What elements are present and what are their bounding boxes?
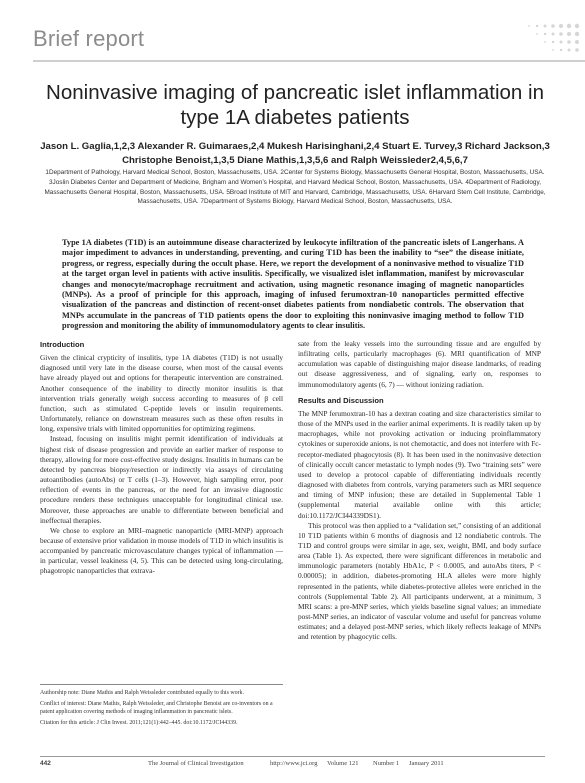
report-type-label: Brief report xyxy=(33,26,145,51)
author-list: Jason L. Gaglia,1,2,3 Alexander R. Guimaraes,2,4 Mukesh Harisinghani,2,4 Stuart E. Turvey,3 Richard Jackson,3 Christophe Benoist,1,3,5 Diane Mathis,1,3,5,6 and Ralph Weissleder2,4,5,6,7 xyxy=(40,141,550,166)
issue-date: January 2011 xyxy=(409,760,444,767)
body-paragraph: sate from the leaky vessels into the surrounding tissue and are engulfed by infiltrating cells, particularly macrophages (6). MRI quantification of MNP accumulation was capable of distinguishing major disease landmarks, of reading out disease aggressiveness, and of signaling, early on, responses to immunomodulatory agents (6, 7) — without ionizing radiation. xyxy=(298,339,541,389)
body-paragraph: We chose to explore an MRI–magnetic nanoparticle (MRI-MNP) approach because of extensive prior validation in mouse models of T1D in which insulitis is accompanied by pancreatic microvasculature changes typical of inflammation — in particular, vessel leakiness (4, 5). This can be detected using long-circulating, phagotropic nanoparticles that extrava- xyxy=(40,525,283,576)
affiliations: 1Department of Pathology, Harvard Medical School, Boston, Massachusetts, USA. 2Center for Systems Biology, Massachusetts General Hospital, Boston, Massachusetts, USA. 3Joslin Diabetes Center and Department of Medicine, Brigham and Women’s Hospital, and Harvard Medical School, Boston, Massachusetts, USA. 4Department of Radiology, Massachusetts General Hospital, Boston, Massachusetts, USA. 5Broad Institute of MIT and Harvard, Cambridge, Massachusetts, USA. 6Harvard Stem Cell Institute, Cambridge, Massachusetts, USA. 7Department of Systems Biology, Harvard Medical School, Boston, Massachusetts, USA. xyxy=(44,169,546,206)
left-column xyxy=(40,340,283,577)
authorship-note: Authorship note: Diane Mathis and Ralph Weissleder contributed equally to this work. xyxy=(40,690,244,696)
article-title: Noninvasive imaging of pancreatic islet inflammation in type 1A diabetes patients xyxy=(46,81,544,129)
conflict-note: Conflict of interest: Diane Mathis, Ralph Weissleder, and Christophe Benoist are co-inventors on a patent application covering methods of imaging inflammation in pancreatic islets. xyxy=(40,701,273,715)
citation-note: Citation for this article: J Clin Invest. 2011;121(1):442–445. doi:10.1172/JCI44339. xyxy=(40,720,238,726)
right-column xyxy=(298,339,541,643)
body-paragraph: The MNP ferumoxtran-10 has a dextran coating and size characteristics similar to those of the MNPs used in the earlier animal experiments. It is readily taken up by macrophages, while not provoking activation or inducing proinflammatory cytokines or superoxide anions, is not chemotactic, and does not interfere with Fc-receptor-mediated phagocytosis (8). It has been used in the noninvasive detection of clinically occult cancer metastatic to lymph nodes (9). Two “training sets” were used to develop a protocol capable of differentiating individuals recently diagnosed with diabetes from controls, varying parameters such as MRI sequence and timing of MNP infusion; these are detailed in Supplemental Table 1 (supplemental material available online with this article; doi:10.1172/JCI44339DS1). xyxy=(298,408,541,520)
body-paragraph: This protocol was then applied to a “validation set,” consisting of an additional 10 T1D patients within 6 months of diagnosis and 12 nondiabetic controls. The T1D and control groups were similar in age, sex, weight, BMI, and body surface area (Table 1). As expected, there were significant differences in metabolic and immunologic parameters (notably HbA1c, P < 0.0005, and autoAbs titers, P < 0.00005); in addition, diabetes-promoting HLA alleles were more highly represented in the patients, while diabetes-protective alleles were enriched in the controls (Supplemental Table 2). All participants underwent, at a minimum, 3 MRI scans: a pre-MNP series, which yields baseline signal values; an immediate post-MNP series, an indicator of vascular volume and useful for pancreas volume estimates; and a delayed post-MNP series, which likely reflects leakage of MNPs and retention by phagocytic cells. xyxy=(298,520,541,642)
footnotes xyxy=(40,684,283,730)
header-divider xyxy=(33,60,585,62)
page-number: 442 xyxy=(40,760,51,767)
body-paragraph: Given the clinical crypticity of insulitis, type 1A diabetes (T1D) is not usually diagnosed until very late in the disease course, when most of the causal events have already played out and options for therapeutic intervention are constrained. Another consequence of the inability to directly monitor insulitis is that intervention trials generally weigh success according to measures of β cell function, such as stimulated C-peptide levels or insulin requirements. Unfortunately, reliance on downstream measures such as these often results in long, expensive trials with limited opportunities for optimizing regimens. xyxy=(40,353,283,434)
dot-pattern-decoration xyxy=(455,20,585,60)
report-header xyxy=(33,20,585,64)
issue-number: Number 1 xyxy=(373,760,400,767)
abstract: Type 1A diabetes (T1D) is an autoimmune disease characterized by leukocyte infiltration of the pancreatic islets of Langerhans. A major impediment to advances in understanding, preventing, and curing T1D has been the inability to “see” the disease initiate, progress, or regress, especially during the occult phase. Here, we report the development of a noninvasive method to visualize T1D at the target organ level in patients with active insulitis. Specifically, we visualized islet inflammation, manifest by microvascular changes and monocyte/macrophage recruitment and activation, using magnetic resonance imaging of magnetic nanoparticles (MNPs). As a proof of principle for this approach, imaging of infused ferumoxtran-10 nanoparticles permitted effective visualization of the pancreas and distinction of recent-onset diabetes patients from nondiabetic controls. The observation that MNPs accumulate in the pancreas of T1D patients opens the door to exploiting this noninvasive imaging method to follow T1D progression and monitoring the ability of immunomodulatory agents to clear insulitis. xyxy=(62,238,524,331)
section-heading-introduction: Introduction xyxy=(40,340,85,349)
section-heading-results: Results and Discussion xyxy=(298,395,384,405)
volume: Volume 121 xyxy=(327,760,359,767)
body-paragraph: Instead, focusing on insulitis might permit identification of individuals at highest risk of disease progression and provide an earlier marker of response to therapy, allowing for more cost-effective study designs. Insulitis in humans can be detected by pancreas biopsy/resection or indirectly via assays of circulating autoantibodies (autoAbs) or T cells (1–3). However, high sampling error, poor reflection of events in the pancreas, or the need for an invasive diagnostic procedure renders these techniques unacceptable for longitudinal clinical use. Moreover, these approaches are unable to differentiate between beneficial and ineffectual therapies. xyxy=(40,434,283,525)
footer-divider xyxy=(40,756,545,757)
journal-name: The Journal of Clinical Investigation xyxy=(148,760,244,767)
journal-url[interactable]: http://www.jci.org xyxy=(270,760,318,767)
